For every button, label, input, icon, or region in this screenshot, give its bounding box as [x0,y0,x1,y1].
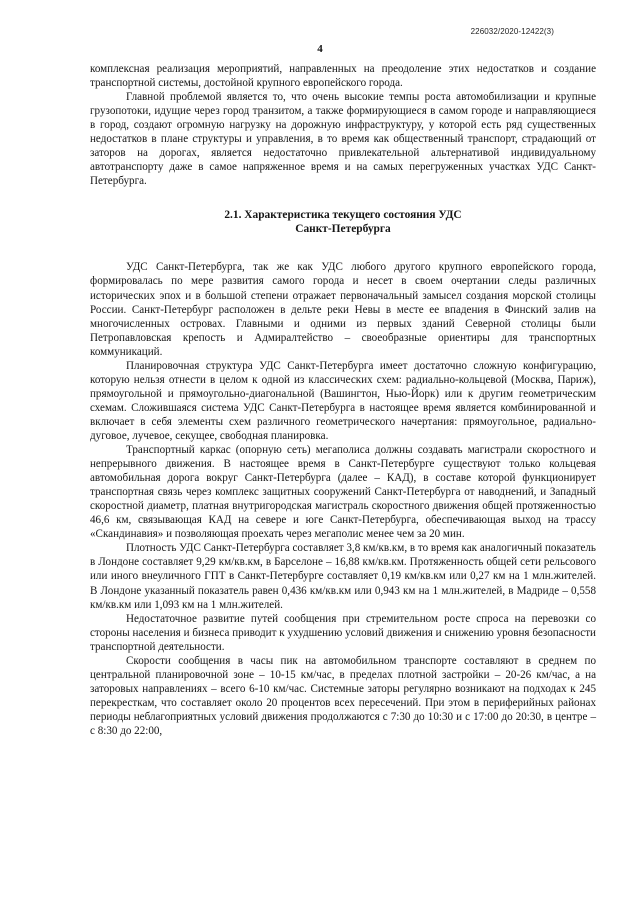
body-paragraph-3: Транспортный каркас (опорную сеть) мегаполиса должны создавать магистрали скоростного и непрерывного движения. В настоящее время в Санкт-Петербурге существуют только кольцевая автомобильная дорога вокруг Санкт-Петербурга (далее – КАД), в составе которой функционирует транспортная связь через комплекс защитных сооружений Санкт-Петербурга от наводнений, и Западный скоростной диаметр, платная внутригородская магистраль скоростного движения общей протяженностью 46,6 км, связывающая КАД на севере и юге Санкт-Петербурга, обеспечивающая выход на трассу «Скандинавия» и позволяющая проехать через мегаполис менее чем за 20 мин. [90,444,596,541]
body-paragraph-2: Планировочная структура УДС Санкт-Петербурга имеет достаточно сложную конфигурацию, которую нельзя отнести в целом к одной из классических схем: радиально-кольцевой (Москва, Париж), прямоугольной и прямоугольно-диагональной (Вашингтон, Нью-Йорк) или к другим геометрическим схемам. Сложившаяся система УДС Санкт-Петербурга в настоящее время является комбинированной и включает в себя элементы схем различного геометрического начертания: прямоугольное, радиально-дуговое, лучевое, секущее, свободная планировка. [90,359,596,442]
intro-paragraph-1: комплексная реализация мероприятий, направленных на преодоление этих недостатков и создание транспортной системы, достойной крупного европейского города. [90,63,596,90]
body-paragraph-4: Плотность УДС Санкт-Петербурга составляет 3,8 км/кв.км, в то время как аналогичный показатель в Лондоне составляет 9,29 км/кв.км, в Барселоне – 16,88 км/кв.км. Протяженность общей сети рельсового или иного внеуличного ГПТ в Санкт-Петербурге составляет 0,19 км/кв.км или 0,27 км на 1 млн.жителей. В Лондоне указанный показатель равен 0,436 км/кв.км или 0,943 км на 1 млн.жителей, в Мадриде – 0,558 км/кв.км или 1,093 км на 1 млн.жителей. [90,542,596,611]
page-number: 4 [317,43,323,55]
section-heading-line-1: 2.1. Характеристика текущего состояния УДС [224,209,462,222]
body-paragraph-6: Скорости сообщения в часы пик на автомобильном транспорте составляют в среднем по центральной планировочной зоне – 10-15 км/час, в пределах плотной застройки – 20-26 км/час, а на заторовых направлениях – всего 6-10 км/час. Системные заторы регулярно возникают на подходах к 245 перекресткам, что составляет около 20 процентов всех пересечений. При этом в периферийных районах периоды неблагоприятных условий движения продолжаются с 7:30 до 10:30 и с 17:00 до 20:30, в центре – с 8:30 до 22:00, [90,654,596,737]
document-body [90,62,596,738]
body-paragraph-1: УДС Санкт-Петербурга, так же как УДС любого другого крупного европейского города, формировалась по мере развития самого города и несет в своем очертании следы различных исторических эпох и в большой степени отражает первоначальный замысел создания морской столицы России. Санкт-Петербург расположен в дельте реки Невы в месте ее впадения в Финский залив на многочисленных островах. Главными и одними из первых зданий Северной столицы были Петропавловская крепость и Адмиралтейство – своеобразные ориентиры для транспортных коммуникаций. [90,261,596,358]
body-paragraph-5: Недостаточное развитие путей сообщения при стремительном росте спроса на перевозки со стороны населения и бизнеса приводит к ухудшению условий движения и снижению уровня безопасности транспортной деятельности. [90,612,596,653]
document-registration-number: 226032/2020-12422(3) [470,27,554,36]
section-heading-line-2: Санкт-Петербурга [295,223,391,236]
intro-paragraph-2: Главной проблемой является то, что очень высокие темпы роста автомобилизации и крупные грузопотоки, идущие через город транзитом, а также формирующиеся в самом городе и направляющиеся в город, создают огромную нагрузку на дорожную инфраструктуру, у которой есть ряд существенных недостатков в плане структуры и управления, в то время как общественный транспорт, страдающий от заторов на дорогах, является недостаточно привлекательной альтернативой индивидуальному автотранспорту даже в самое напряженное время и на самых перегруженных участках УДС Санкт-Петербурга. [90,91,596,188]
section-heading [90,208,596,236]
